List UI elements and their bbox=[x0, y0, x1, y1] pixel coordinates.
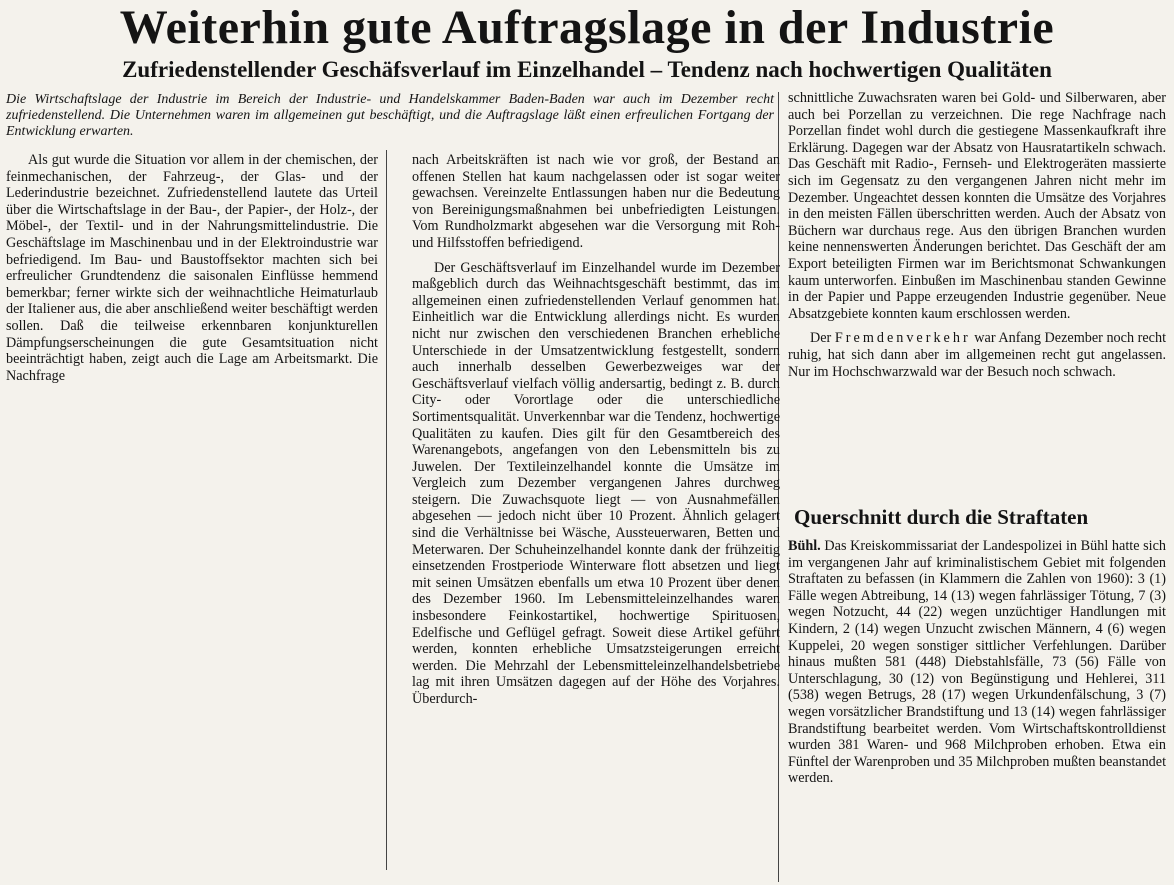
article-column-2 bbox=[412, 152, 780, 716]
sidebar-article bbox=[788, 494, 1166, 787]
sidebar-headline: Querschnitt durch die Straftaten bbox=[794, 505, 1089, 529]
lead-paragraph: Die Wirtschaftslage der Industrie im Bereich der Industrie- und Handelskammer Baden-Baden war auch im Dezember recht zufriedenstellend. Die Unternehmen waren im allgemeinen gut beschäftigt, und die Auftragslage läßt einen erfreulichen Fortgang der Entwicklung erwarten. bbox=[6, 92, 774, 139]
dateline: Bühl. bbox=[788, 538, 821, 554]
word: Der bbox=[810, 330, 832, 347]
sidebar-text: Das Kreiskommissariat der Landespolizei in Bühl hatte sich im vergangenen Jahr auf kriminalistischem Gebiet mit folgenden Straftaten zu befassen (in Klammern die Zahlen von 1960): 3 (1) Fälle wegen Abtreibung, 14 (13) wegen fahrlässiger Tötung, 7 (3) wegen Notzucht, 44 (22) wegen unzüchtiger Handlungen mit Kindern, 2 (14) wegen Unzucht zwischen Männern, 4 (6) wegen Kuppelei, 20 wegen sonstiger sittlicher Verfehlungen. Darüber hinaus mußten 581 (448) Diebstahlsfälle, 73 (56) Fälle von Unterschlagung, 30 (12) von Begünstigung und Hehlerei, 311 (538) wegen Betrugs, 28 (17) wegen Urkundenfälschung, 3 (7) wegen vorsätzlicher Brandstiftung und 13 (14) wegen fahrlässiger Brandstiftung bearbeitet werden. Vom Wirtschaftskontrolldienst wurden 381 Waren- und 968 Milchproben erhoben. Etwa ein Fünftel der Warenproben und 35 Milchproben mußten beanstandet werden. bbox=[788, 538, 1167, 787]
paragraph bbox=[788, 330, 1166, 380]
column-rule bbox=[386, 150, 387, 870]
sidebar-body bbox=[788, 538, 1166, 787]
spaced-term: Fremdenverkehr bbox=[834, 330, 971, 347]
article-column-1 bbox=[6, 152, 378, 392]
paragraph: Der Geschäftsverlauf im Einzelhandel wurde im Dezember maßgeblich durch das Weihnachtsgeschäft bestimmt, das im allgemeinen einen zufriedenstellenden Verlauf genommen hat. Einheitlich war die Entwicklung allerdings nicht. Es wurden nicht nur zwischen den verschiedenen Branchen erhebliche Unterschiede in der Umsatzentwicklung festgestellt, sondern auch innerhalb desselben Gewerbezweiges war der Geschäftsverlauf vielfach völlig andersartig, bedingt z. B. durch City- oder Vorortlage oder die unterschiedliche Sortimentsqualität. Unverkennbar war die Tendenz, hochwertige Qualitäten zu kaufen. Dies gilt für den Gesamtbereich des Warenangebots, angefangen von den Lebensmitteln bis zu Juwelen. Der Textileinzelhandel konnte die Umsätze im Vergleich zum Dezember vergangenen Jahres durchweg steigern. Die Zuwachsquote liegt — von Ausnahmefällen abgesehen — jedoch nicht über 10 Prozent. Ähnlich gelagert sind die Verhältnisse bei Wäsche, Aussteuerwaren, Betten und Meterwaren. Der Schuheinzelhandel konnte dank der frühzeitig einsetzenden Frostperiode Winterware flott absetzen und liegt mit seinen Umsätzen ebenfalls um etwa 10 Prozent über denen des Dezember 1960. Im Lebensmitteleinzelhandes waren insbesondere Feinkostartikel, hochwertige Spirituosen, Edelfische und Geflügel gefragt. Soweit diese Artikel geführt werden, konnten erhebliche Umsatzsteigerungen erreicht werden. Die Mehrzahl der Lebensmitteleinzelhandelsbetriebe lag mit ihren Umsätzen dagegen auf der Höhe des Vorjahres. Überdurch- bbox=[412, 259, 780, 707]
article-column-3 bbox=[788, 90, 1166, 388]
paragraph-rest: war Anfang Dezember noch recht ruhig, hat sich dann aber im allgemeinen recht gut angelassen. Nur im Hochschwarzwald war der Besuch noch schwach. bbox=[788, 330, 1167, 380]
paragraph: schnittliche Zuwachsraten waren bei Gold- und Silberwaren, aber auch bei Porzellan zu verzeichnen. Die rege Nachfrage nach Porzellan findet wohl durch die gestiegene Massenkaufkraft ihre Erklärung. Dagegen war der Absatz von Hausratartikeln schwach. Das Geschäft mit Radio-, Fernseh- und Elektrogeräten massierte sich im Gegensatz zu den vergangenen Jahren nicht mehr im Dezember. Ungeachtet dessen konnten die Umsätze des Vorjahres in den meisten Fällen überschritten werden. Auch der Absatz von Büchern war durchaus rege. Aus den übrigen Branchen wurden keine nennenswerten Änderungen berichtet. Das Geschäft der am Export beteiligten Firmen war im Berichtsmonat Schwankungen kaum unterworfen. Einbußen im Maschinenbau standen Gewinne in der Papier und Pappe erzeugenden Industrie gegenüber. Neue Absatzgebiete konnten kaum erschlossen werden. bbox=[788, 90, 1166, 322]
paragraph: Als gut wurde die Situation vor allem in der chemischen, der feinmechanischen, der Fahrzeug-, der Glas- und der Lederindustrie bezeichnet. Zufriedenstellend lautete das Urteil über die Wirtschaftslage in der Bau-, der Papier-, der Holz-, der Möbel-, der Textil- und in der Nahrungsmittelindustrie. Die Geschäftslage im Maschinenbau und in der Elektroindustrie war befriedigend. Im Bau- und Baustoffsektor machten sich bei erfreulicher Grundtendenz die saisonalen Einflüsse hemmend bemerkbar; ferner wirkte sich der weihnachtliche Heimaturlaub der Italiener aus, die aber anschließend weiter beschäftigt werden sollen. Daß die teilweise erkennbaren konjunkturellen Dämpfungserscheinungen die gute Gesamtsituation nicht beeinträchtigt haben, zeigt auch die Lage am Arbeitsmarkt. Die Nachfrage bbox=[6, 152, 378, 384]
paragraph: nach Arbeitskräften ist nach wie vor groß, der Bestand an offenen Stellen hat kaum nachgelassen oder ist sogar weiter gewachsen. Vereinzelte Entlassungen haben nur die Bedeutung von Bereinigungsmaßnahmen bei unbefriedigten Leistungen. Vom Rundholzmarkt abgesehen war die Versorgung mit Roh- und Hilfsstoffen befriedigend. bbox=[412, 152, 780, 251]
subheadline: Zufriedenstellender Geschäfsverlauf im Einzelhandel – Tendenz nach hochwertigen Qualitäten bbox=[122, 57, 1052, 82]
headline: Weiterhin gute Auftragslage in der Industrie bbox=[119, 1, 1055, 54]
